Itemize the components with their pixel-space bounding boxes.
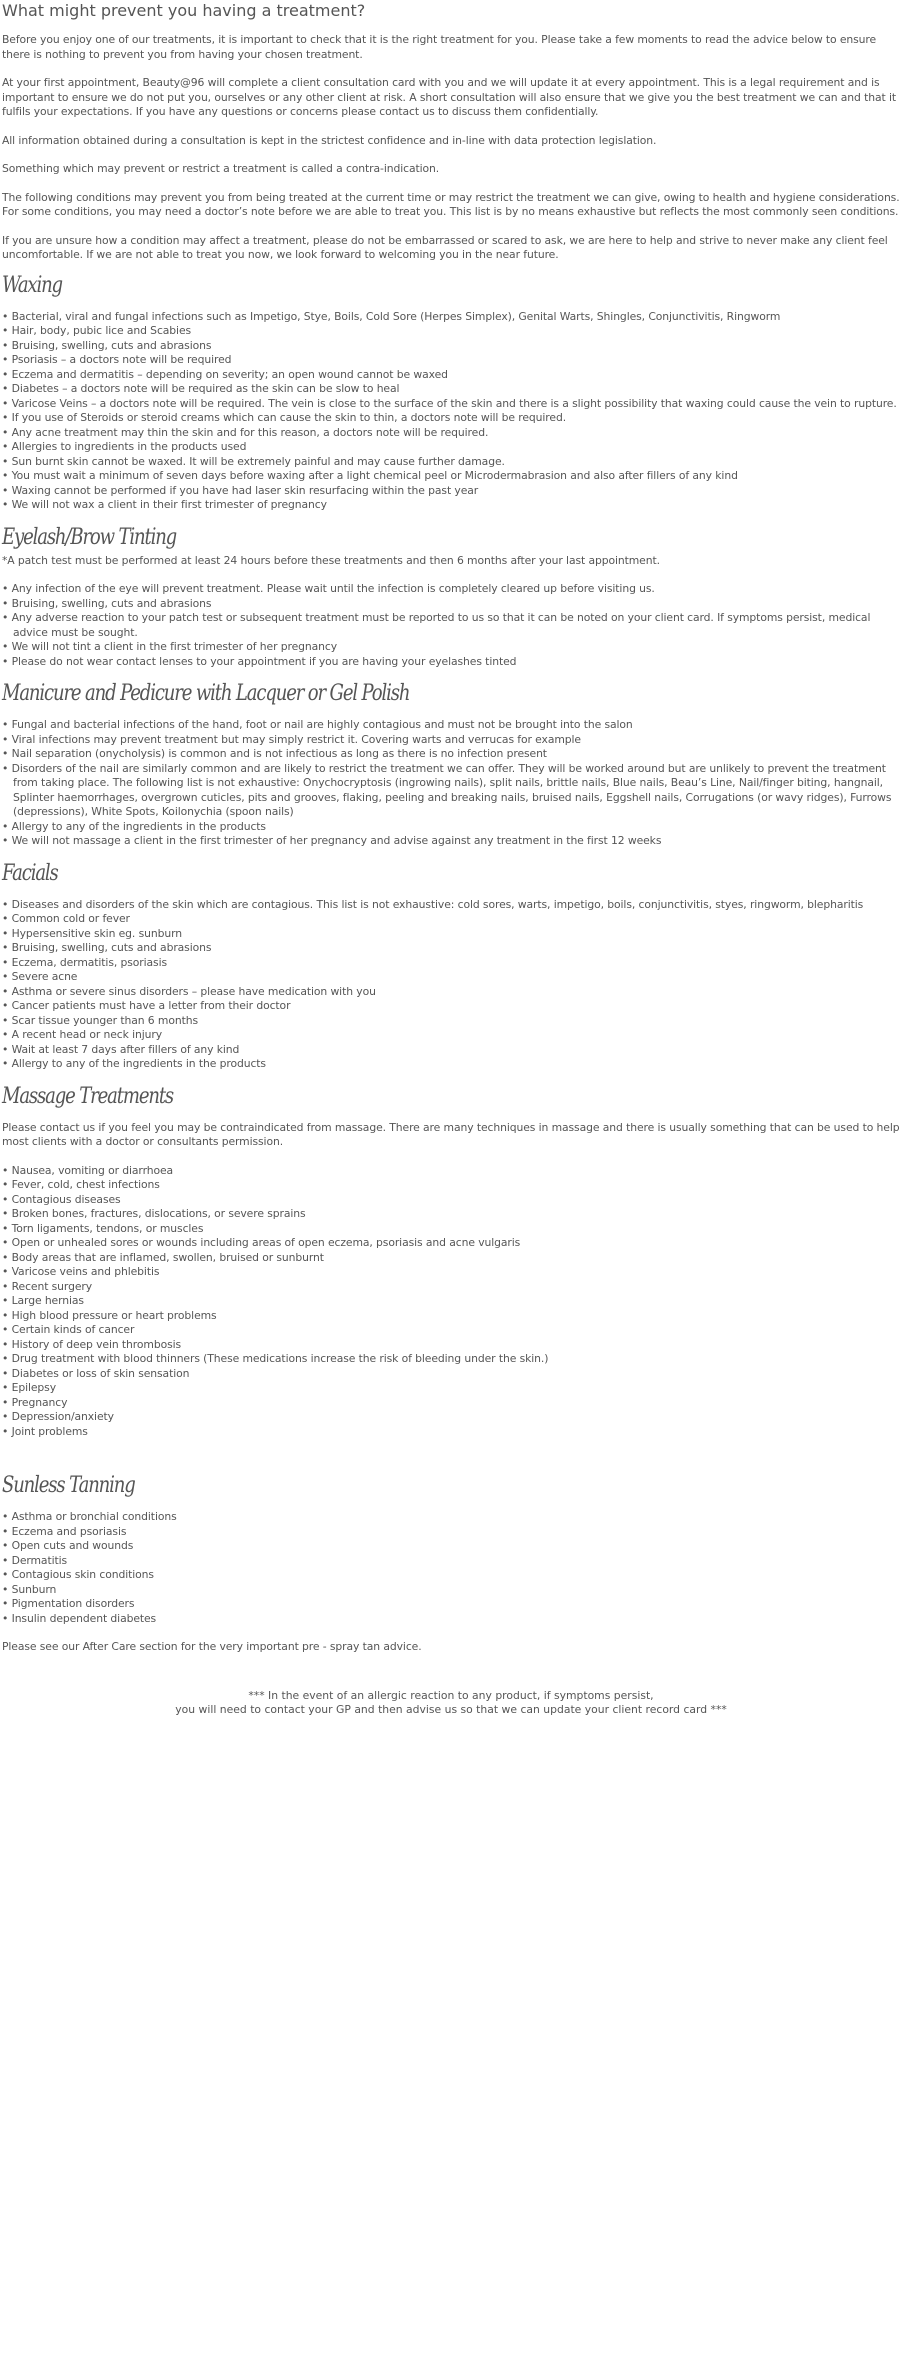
list-item: • High blood pressure or heart problems <box>2 1309 900 1324</box>
footer-line: you will need to contact your GP and then advise us so that we can update your client record card *** <box>175 1703 727 1716</box>
list-item: • Bacterial, viral and fungal infections such as Impetigo, Stye, Boils, Cold Sore (Herpes Simplex), Genital Warts, Shingles, Conjunctivitis, Ringworm <box>2 310 900 325</box>
list-item: • Open cuts and wounds <box>2 1539 900 1554</box>
facials-section <box>2 861 900 1072</box>
manicure-list <box>2 718 900 849</box>
massage-list <box>2 1164 900 1440</box>
list-item: • Bruising, swelling, cuts and abrasions <box>2 597 900 612</box>
massage-heading: Massage Treatments <box>2 1083 174 1109</box>
list-item: • Insulin dependent diabetes <box>2 1612 900 1627</box>
list-item: • Pigmentation disorders <box>2 1597 900 1612</box>
list-item: • Torn ligaments, tendons, or muscles <box>2 1222 900 1237</box>
list-item: • Large hernias <box>2 1294 900 1309</box>
list-item: • Sunburn <box>2 1583 900 1598</box>
list-item: • Wait at least 7 days after fillers of any kind <box>2 1043 900 1058</box>
tinting-heading: Eyelash/Brow Tinting <box>2 524 177 550</box>
list-item: • You must wait a minimum of seven days before waxing after a light chemical peel or Microdermabrasion and also after fillers of any kind <box>2 469 900 484</box>
facials-heading: Facials <box>2 860 58 886</box>
tanning-heading: Sunless Tanning <box>2 1473 135 1498</box>
footer-line: *** In the event of an allergic reaction to any product, if symptoms persist, <box>248 1688 654 1702</box>
list-item: • Bruising, swelling, cuts and abrasions <box>2 339 900 354</box>
list-item: • Viral infections may prevent treatment but may simply restrict it. Covering warts and verrucas for example <box>2 733 900 748</box>
list-item: • A recent head or neck injury <box>2 1028 900 1043</box>
list-item: • Any acne treatment may thin the skin and for this reason, a doctors note will be required. <box>2 426 900 441</box>
list-item: • Contagious diseases <box>2 1193 900 1208</box>
tinting-list <box>2 582 900 669</box>
list-item: • Scar tissue younger than 6 months <box>2 1014 900 1029</box>
after-care-note: Please see our After Care section for the very important pre - spray tan advice. <box>2 1640 422 1653</box>
list-item: • We will not massage a client in the first trimester of her pregnancy and advise against any treatment in the first 12 weeks <box>2 834 900 849</box>
list-item: • Dermatitis <box>2 1554 900 1569</box>
intro-paragraph: Before you enjoy one of our treatments, it is important to check that it is the right treatment for you. Please take a few moments to read the advice below to ensure there is nothing to prevent you from having your chosen treatment. <box>2 33 877 61</box>
list-item: • Common cold or fever <box>2 912 900 927</box>
page-title: What might prevent you having a treatment? <box>2 1 366 20</box>
intro-paragraph: At your first appointment, Beauty@96 will complete a client consultation card with you and we will update it at every appointment. This is a legal requirement and is important to ensure we do not put you, ourselves or any other client at risk. A short consultation will also ensure that we give you the best treatment we can and that it fulfils your expectations. If you have any questions or concerns please contact us to discuss them confidentially. <box>2 76 897 118</box>
intro-paragraph: Something which may prevent or restrict a treatment is called a contra-indication. <box>2 162 440 175</box>
list-item: • Cancer patients must have a letter from their doctor <box>2 999 900 1014</box>
list-item: • Nausea, vomiting or diarrhoea <box>2 1164 900 1179</box>
tinting-section <box>2 525 900 670</box>
list-item: • Certain kinds of cancer <box>2 1323 900 1338</box>
list-item: • Hypersensitive skin eg. sunburn <box>2 927 900 942</box>
list-item: • Diseases and disorders of the skin which are contagious. This list is not exhaustive: cold sores, warts, impetigo, boils, conjunctivitis, styes, ringworm, blepharitis <box>2 898 900 913</box>
list-item: • Waxing cannot be performed if you have had laser skin resurfacing within the past year <box>2 484 900 499</box>
list-item: • Diabetes or loss of skin sensation <box>2 1367 900 1382</box>
page-content <box>0 1 902 2365</box>
list-item: • Asthma or severe sinus disorders – please have medication with you <box>2 985 900 1000</box>
list-item: • Any infection of the eye will prevent treatment. Please wait until the infection is completely cleared up before visiting us. <box>2 582 900 597</box>
massage-section <box>2 1084 900 1440</box>
list-item: • Nail separation (onycholysis) is common and is not infectious as long as there is no infection present <box>2 747 900 762</box>
list-item: • Bruising, swelling, cuts and abrasions <box>2 941 900 956</box>
list-item: • Drug treatment with blood thinners (These medications increase the risk of bleeding under the skin.) <box>2 1352 900 1367</box>
list-item: • Any adverse reaction to your patch test or subsequent treatment must be reported to us so that it can be noted on your client card. If symptoms persist, medical advice must be sought. <box>2 611 900 640</box>
list-item: • Varicose Veins – a doctors note will be required. The vein is close to the surface of the skin and there is a slight possibility that waxing could cause the vein to rupture. <box>2 397 900 412</box>
intro-section <box>2 33 900 263</box>
list-item: • Allergy to any of the ingredients in the products <box>2 1057 900 1072</box>
list-item: • Allergies to ingredients in the products used <box>2 440 900 455</box>
list-item: • Contagious skin conditions <box>2 1568 900 1583</box>
manicure-heading: Manicure and Pedicure with Lacquer or Gel Polish <box>2 681 410 706</box>
patch-test-note: *A patch test must be performed at least 24 hours before these treatments and then 6 months after your last appointment. <box>2 553 660 567</box>
list-item: • Severe acne <box>2 970 900 985</box>
waxing-list <box>2 310 900 513</box>
waxing-heading: Waxing <box>2 272 62 298</box>
manicure-section <box>2 681 900 849</box>
list-item: • Open or unhealed sores or wounds including areas of open eczema, psoriasis and acne vulgaris <box>2 1236 900 1251</box>
list-item: • Fungal and bacterial infections of the hand, foot or nail are highly contagious and must not be brought into the salon <box>2 718 900 733</box>
list-item: • Pregnancy <box>2 1396 900 1411</box>
list-item: • Sun burnt skin cannot be waxed. It will be extremely painful and may cause further damage. <box>2 455 900 470</box>
tanning-list <box>2 1510 900 1626</box>
list-item: • Body areas that are inflamed, swollen, bruised or sunburnt <box>2 1251 900 1266</box>
list-item: • Asthma or bronchial conditions <box>2 1510 900 1525</box>
list-item: • We will not tint a client in the first trimester of her pregnancy <box>2 640 900 655</box>
list-item: • Depression/anxiety <box>2 1410 900 1425</box>
list-item: • Eczema and dermatitis – depending on severity; an open wound cannot be waxed <box>2 368 900 383</box>
list-item: • We will not wax a client in their first trimester of pregnancy <box>2 498 900 513</box>
list-item: • Hair, body, pubic lice and Scabies <box>2 324 900 339</box>
facials-list <box>2 898 900 1072</box>
list-item: • Psoriasis – a doctors note will be required <box>2 353 900 368</box>
list-item: • Diabetes – a doctors note will be required as the skin can be slow to heal <box>2 382 900 397</box>
list-item: • Epilepsy <box>2 1381 900 1396</box>
list-item: • Eczema, dermatitis, psoriasis <box>2 956 900 971</box>
waxing-section <box>2 273 900 513</box>
list-item: • Broken bones, fractures, dislocations, or severe sprains <box>2 1207 900 1222</box>
intro-paragraph: The following conditions may prevent you from being treated at the current time or may restrict the treatment we can give, owing to health and hygiene considerations. For some conditions, you may need a doctor’s note before we are able to treat you. This list is by no means exhaustive but reflects the most commonly seen conditions. <box>2 190 900 218</box>
allergy-footer-note <box>2 1689 900 1718</box>
list-item: • If you use of Steroids or steroid creams which can cause the skin to thin, a doctors note will be required. <box>2 411 900 426</box>
list-item: • Fever, cold, chest infections <box>2 1178 900 1193</box>
list-item: • Joint problems <box>2 1425 900 1440</box>
list-item: • History of deep vein thrombosis <box>2 1338 900 1353</box>
list-item: • Recent surgery <box>2 1280 900 1295</box>
intro-paragraph: All information obtained during a consultation is kept in the strictest confidence and in-line with data protection legislation. <box>2 133 657 147</box>
list-item: • Varicose veins and phlebitis <box>2 1265 900 1280</box>
tanning-section <box>2 1473 900 1655</box>
list-item: • Eczema and psoriasis <box>2 1525 900 1540</box>
massage-intro: Please contact us if you feel you may be contraindicated from massage. There are many techniques in massage and there is usually something that can be used to help most clients with a doctor or consultants permission. <box>2 1120 900 1148</box>
list-item: • Allergy to any of the ingredients in the products <box>2 820 900 835</box>
list-item: • Disorders of the nail are similarly common and are likely to restrict the treatment we can offer. They will be worked around but are unlikely to prevent the treatment from taking place. The following list is not exhaustive: Onychocryptosis (ingrowing nails), split nails, brittle nails, Blue nails, Beau’s Line, Nail/finger biting, hangnail, Splinter haemorrhages, overgrown cuticles, pits and grooves, flaking, peeling and breaking nails, bruised nails, Eggshell nails, Corrugations (or wavy ridges), Furrows (depressions), White Spots, Koilonychia (spoon nails) <box>2 762 900 820</box>
list-item: • Please do not wear contact lenses to your appointment if you are having your eyelashes tinted <box>2 655 900 670</box>
intro-paragraph: If you are unsure how a condition may affect a treatment, please do not be embarrassed or scared to ask, we are here to help and strive to never make any client feel uncomfortable. If we are not able to treat you now, we look forward to welcoming you in the near future. <box>2 233 888 261</box>
